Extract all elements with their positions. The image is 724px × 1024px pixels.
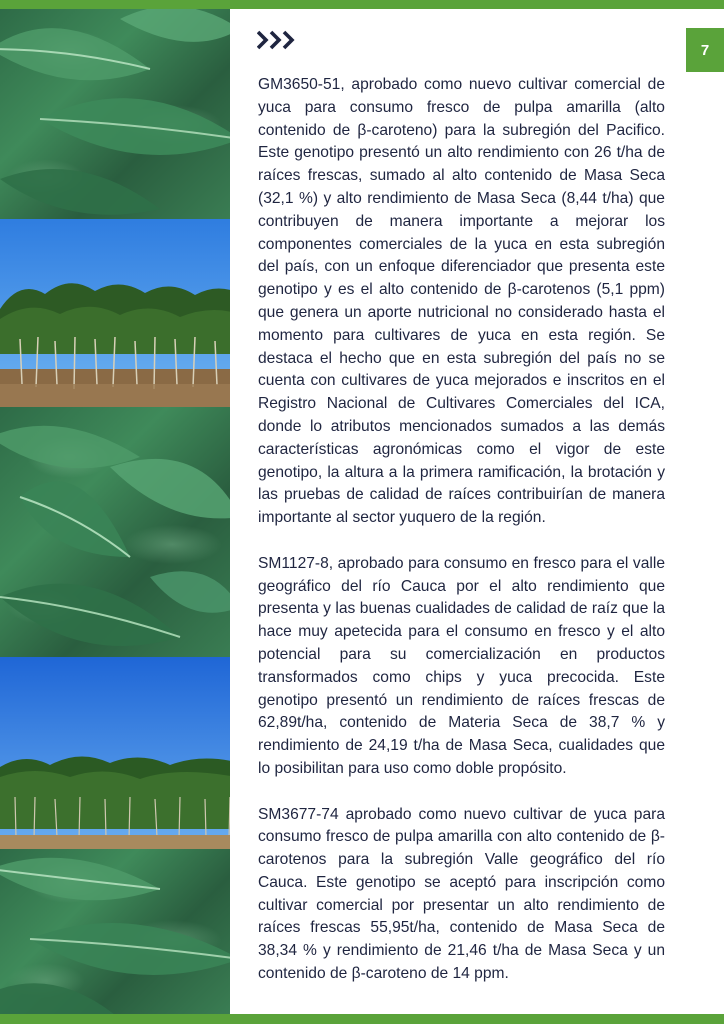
leaves-image-middle (0, 407, 230, 657)
page-number: 7 (686, 28, 724, 72)
cassava-field-photo-2 (0, 657, 230, 849)
bottom-accent-bar (0, 1014, 724, 1024)
cassava-field-photo-1 (0, 219, 230, 407)
paragraph-sm3677-74: SM3677-74 aprobado como nuevo cultivar de yuca para consumo fresco de pulpa amarilla con alto contenido de β-carotenos para la subregión Valle geográfico del río Cauca. Este genotipo se aceptó para inscripción como cultivar comercial por presentar un alto rendimiento de raíces frescas 55,95t/ha, contenido de Masa Seca de 38,34 % y rendimiento de 21,46 t/ha de Masa Seca y un contenido de β-caroteno de 14 ppm. (258, 805, 665, 983)
paragraph-sm1127-8: SM1127-8, aprobado para consumo en fresco para el valle geográfico del río Cauca por el alto rendimiento que presenta y las buenas cualidades de calidad de raíz que la hace muy apetecida para el consumo en fresco y el alto potencial para su comercialización en productos transformados como chips y yuca precocida. Este genotipo presentó un rendimiento de raíces frescas de 62,89t/ha, contenido de Materia Seca de 38,7 % y rendimiento de 24,19 t/ha de Masa Seca, cualidades que lo posibilitan para uso como doble propósito. (258, 554, 665, 777)
chevrons-right-icon (257, 30, 297, 55)
top-accent-bar (0, 0, 724, 9)
left-image-column (0, 9, 230, 1014)
leaves-image-bottom (0, 849, 230, 1014)
body-text (258, 74, 665, 1009)
paragraph-gm3650-51: GM3650-51, aprobado como nuevo cultivar comercial de yuca para consumo fresco de pulpa amarilla (alto contenido de β-caroteno) para la subregión del Pacifico. Este genotipo presentó un alto rendimiento con 26 t/ha de raíces frescas, sumado al alto contenido de Masa Seca (32,1 %) y alto rendimiento de Masa Seca (8,44 t/ha) que contribuyen de manera importante a mejorar los componentes comerciales de la yuca en esta subregión del país, con un enfoque diferenciador que presenta este genotipo y es el alto contenido de β-carotenos (5,1 ppm) que genera un aporte nutricional no considerado hasta el momento para cultivares de yuca en esta región. Se destaca el hecho que en esta subregión del país no se cuenta con cultivares de yuca mejorados e inscritos en el Registro Nacional de Cultivares Comerciales del ICA, donde lo atributos mencionados sumados a las demás características agronómicas como el vigor de este genotipo, la altura a la primera ramificación, la brotación y las pruebas de calidad de raíces contribuirían de manera importante al sector yuquero de la región. (258, 76, 665, 527)
leaves-image-top (0, 9, 230, 219)
